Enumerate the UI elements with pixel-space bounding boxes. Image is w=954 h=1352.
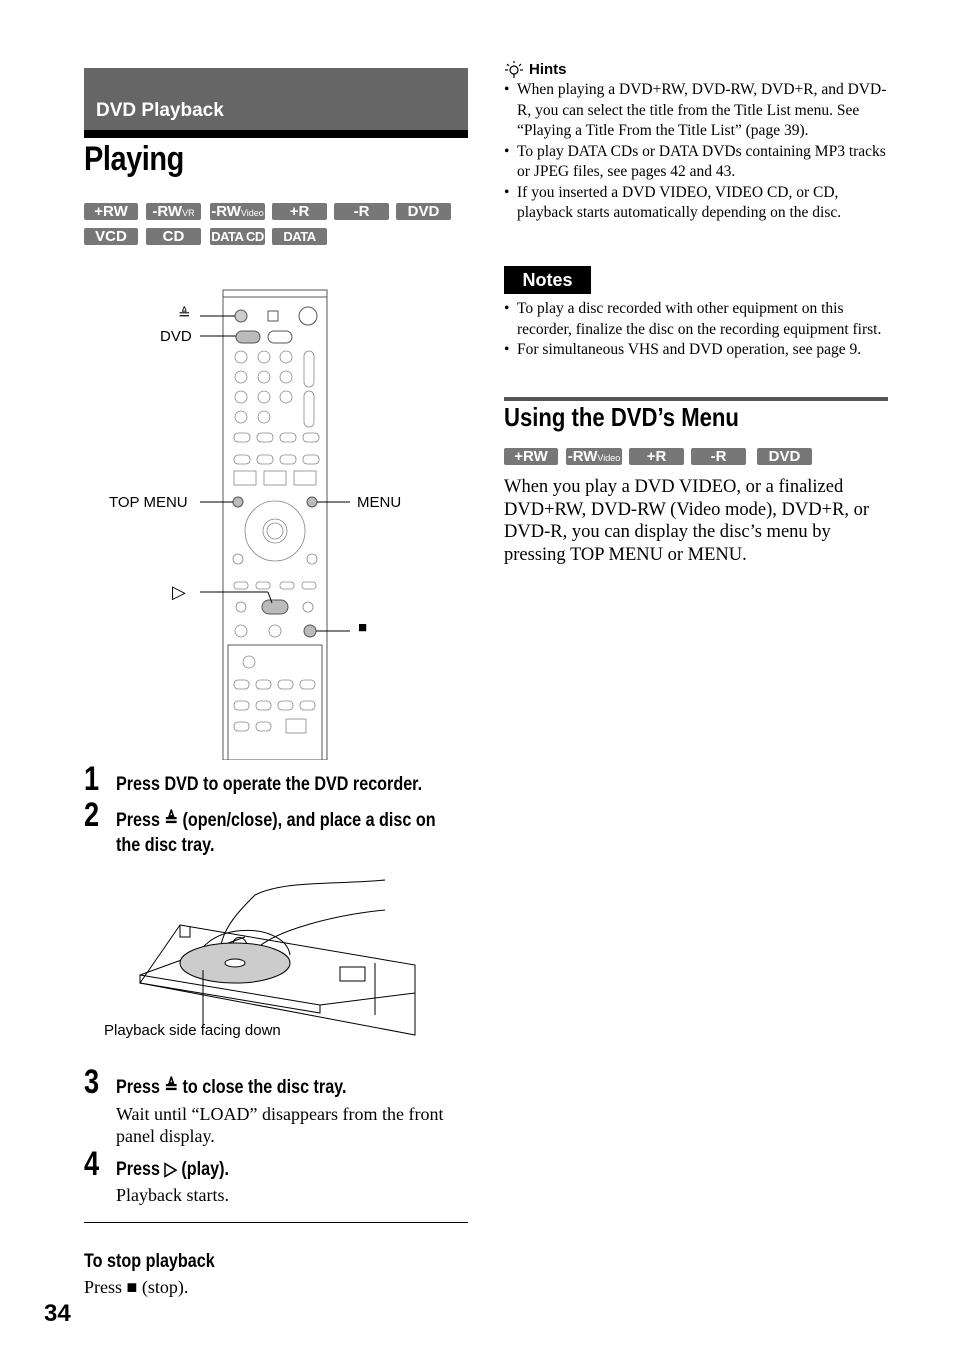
dvd-button-label: DVD [160, 328, 192, 345]
badge-plus-r: +R [629, 448, 684, 465]
notes-label: Notes [504, 266, 591, 294]
step-4-number: 4 [84, 1145, 100, 1183]
badge-plus-rw: +RW [84, 203, 138, 220]
section-title: DVD Playback [96, 100, 224, 121]
section-rule [84, 130, 468, 138]
badge-plus-r: +R [272, 203, 327, 220]
menu-label: MENU [357, 494, 402, 511]
step-4-body: Playback starts. [116, 1185, 229, 1205]
top-menu-label: TOP MENU [109, 494, 188, 511]
play-label: ▷ [172, 582, 186, 602]
eject-label: ≜ [178, 306, 191, 323]
stop-heading: To stop playback [84, 1251, 215, 1272]
step-3-body-line2: panel display. [116, 1126, 215, 1146]
step-1-number: 1 [84, 760, 100, 798]
dvd-menu-body: When you play a DVD VIDEO, or a finalized DVD+RW, DVD-RW (Video mode), DVD+R, or DVD-R, you can display the disc’s menu by pressing TOP MENU or MENU. [504, 477, 870, 566]
hints-label: Hints [529, 61, 567, 78]
stop-text: Press ■ (stop). [84, 1277, 189, 1297]
step-3-number: 3 [84, 1063, 100, 1101]
badge-dvd: DVD [396, 203, 451, 220]
step-3-body-line1: Wait until “LOAD” disappears from the front [116, 1104, 444, 1124]
hint-item: • To play DATA CDs or DATA DVDs containing MP3 tracks or JPEG files, see pages 42 and 43. [504, 142, 889, 183]
remote-control-illustration [150, 285, 410, 760]
step-2-heading-line2: the disc tray. [116, 835, 215, 856]
badge-rw-vr: -RWVR [146, 203, 201, 220]
step-3-heading: Press ≜ to close the disc tray. [116, 1077, 347, 1098]
badge-data-cd: DATA CD [211, 229, 264, 244]
step-4-heading: Press ▷ (play). [116, 1159, 229, 1180]
badge-data-dvd: DATA DVD [272, 228, 327, 245]
page-number: 34 [44, 1300, 71, 1327]
step-2-number: 2 [84, 796, 100, 834]
badge-plus-rw: +RW [504, 448, 558, 465]
menu-section-rule [504, 397, 888, 401]
note-item: • For simultaneous VHS and DVD operation, see page 9. [504, 340, 889, 361]
disc-caption: Playback side facing down [104, 1022, 281, 1039]
step-1-heading: Press DVD to operate the DVD recorder. [116, 774, 423, 795]
stop-label: ■ [358, 619, 368, 636]
notes-list [504, 299, 889, 361]
badge-cd: CD [146, 228, 201, 245]
disc-tray-illustration [135, 875, 420, 1040]
badge-rw-video: -RWVideo [211, 203, 264, 220]
divider [84, 1222, 468, 1223]
note-item: • To play a disc recorded with other equipment on this recorder, finalize the disc on the recording equipment first. [504, 299, 889, 340]
badge-rw-video: -RWVideo [567, 448, 621, 465]
hints-list [504, 80, 889, 224]
page-title: Playing [84, 140, 184, 178]
hint-item: • When playing a DVD+RW, DVD-RW, DVD+R, and DVD-R, you can select the title from the Title List menu. See “Playing a Title From the Title List” (page 39). [504, 80, 889, 142]
step-2-heading-line1: Press ≜ (open/close), and place a disc on [116, 810, 436, 831]
dvd-menu-title: Using the DVD’s Menu [504, 402, 739, 432]
badge-vcd: VCD [84, 228, 138, 245]
section-header [84, 68, 468, 130]
badge-minus-r: -R [334, 203, 389, 220]
lightbulb-icon [505, 60, 523, 80]
hint-item: • If you inserted a DVD VIDEO, VIDEO CD, or CD, playback starts automatically depending on the disc. [504, 183, 889, 224]
badge-minus-r: -R [691, 448, 746, 465]
badge-dvd: DVD [757, 448, 812, 465]
